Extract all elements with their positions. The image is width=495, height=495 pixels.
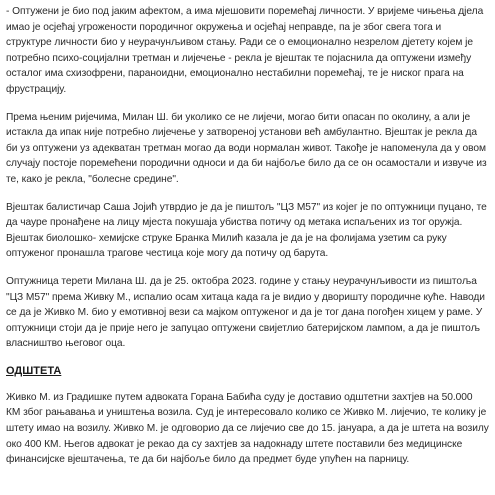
- section-heading-compensation: ОДШТЕТА: [6, 364, 62, 377]
- paragraph-ballistics: Вјештак балистичар Саша Јојић утврдио је да је пиштољ "ЦЗ М57" из којег је по оптужници пуцано, те да чауре пронађене на лицу мјеста покушаја убиства потичу од метака испаљених из тог оружја. Вјештак биолошко- хемијске струке Бранка Милић казала је да је на фолијама узетим са руку оптуженог пронашла трагове честица које могу да потичу од барута.: [6, 201, 487, 260]
- paragraph-expert-testimony: - Оптужени је био под јаким афектом, а има мјешовити поремећај личности. У вријеме чињења дјела имао је осјећај угрожености породичног окружења и осјећај неправде, па је због свега тога и структуре личности био у неурачунљивом стању. Ради се о емоционално незрелом дјетету којем је потребно психо-социјални третман и лијечење - рекла је вјештак те појаснила да оптужени између осталог има схизофрени, параноидни, емоционално нестабилни поремећај, те је ниског прага на фрустрацију.: [6, 6, 484, 95]
- paragraph-expert-opinion: Према њеним ријечима, Милан Ш. би уколико се не лијечи, могао бити опасан по околину, а али је истакла да ипак није потребно лијечење у затвореној установи већ амбулантно. Вјештак је рекла да би уз оптужени уз адекватан третман могао да води нормалан живот. Такође је напоменула да у овом случају постоје поремећени породични односи и да би најбоље било да се он осамостали и извуче из те, како је рекла, "болесне средине".: [6, 111, 487, 185]
- paragraph-compensation: Живко М. из Градишке путем адвоката Горана Бабића суду је доставио одштетни захтјев на 50.000 КМ због рањавања и уништења возила. Суд је интересовало колико се Живко М. лијечио, те колику је штету имао на возилу. Живко М. је одговорио да се лијечио све до 15. јануара, а да је штета на возилу око 400 КМ. Његов адвокат је рекао да су захтјев за надокнаду штете поставили без медицинске финансијске вјештачења, те да би најбоље било да предмет буде упућен на парницу.: [6, 391, 489, 466]
- paragraph-indictment: Оптужница терети Милана Ш. да је 25. октобра 2023. године у стању неурачунљивости из пиштоља "ЦЗ М57" према Живку М., испалио осам хитаца када га је видио у дворишту породичне куће. Наводи се да је Живко М. био у емотивној вези са мајком оптуженог и да је тог дана погођен хицем у раме. У оптужници стоји да је прије него је запуцао оптужени свијетлио батеријском лампом, а да је пиштољ власништво његовог оца.: [6, 275, 485, 350]
- article-body: [6, 4, 489, 480]
